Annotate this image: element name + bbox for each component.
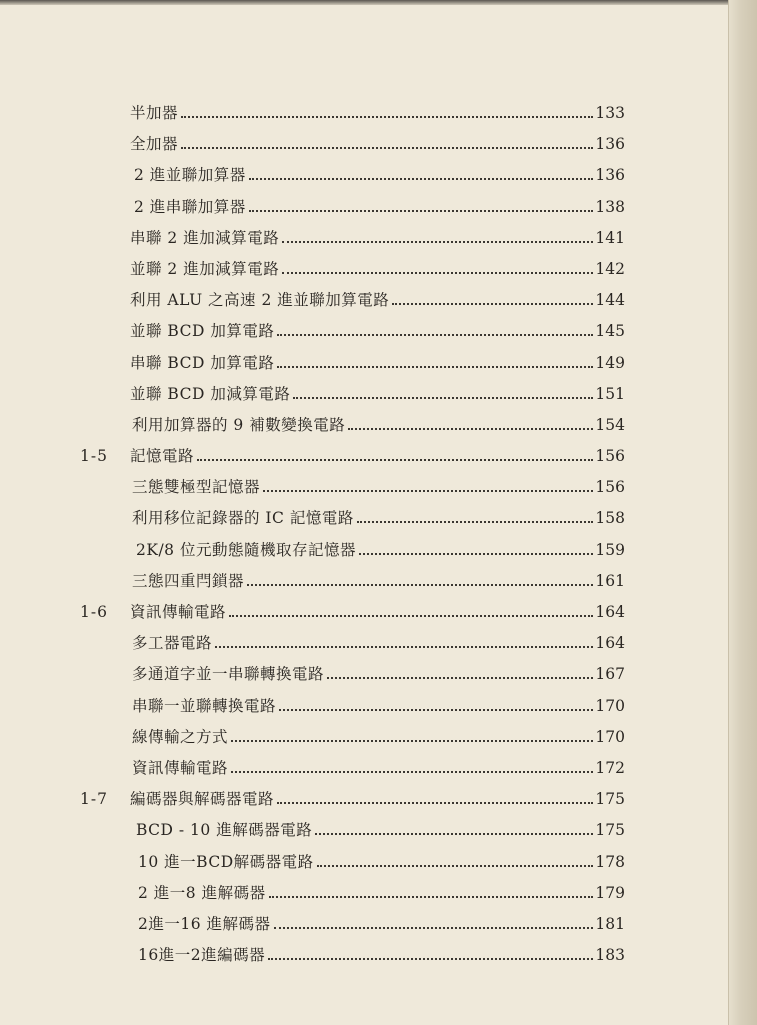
dot-leader: [277, 334, 593, 336]
dot-leader: [357, 521, 594, 523]
page-number: 172: [595, 758, 625, 777]
toc-entry[interactable]: [80, 538, 625, 569]
entry-title: 編碼器與解碼器電路: [130, 790, 275, 809]
page-number: 164: [595, 634, 625, 653]
page-number: 136: [595, 166, 625, 185]
page-number: 136: [595, 135, 625, 154]
page-number: 156: [595, 447, 625, 466]
dot-leader: [279, 709, 593, 711]
entry-title: 並聯 BCD 加減算電路: [130, 384, 291, 403]
page-number: 178: [595, 852, 625, 871]
toc-entry[interactable]: [80, 600, 625, 631]
entry-title: 並聯 BCD 加算電路: [130, 322, 275, 341]
entry-title: 並聯 2 進加減算電路: [130, 259, 280, 278]
entry-title: 2 進一8 進解碼器: [138, 883, 266, 902]
dot-leader: [317, 865, 594, 867]
page-number: 170: [595, 696, 625, 715]
toc-entry[interactable]: [80, 382, 625, 413]
section-number: 1-5: [80, 447, 108, 466]
entry-title: 三態雙極型記憶器: [132, 478, 261, 497]
toc-entry[interactable]: [80, 569, 625, 600]
entry-title: 記憶電路: [130, 447, 195, 466]
dot-leader: [247, 584, 593, 586]
toc-entry[interactable]: [80, 101, 625, 132]
entry-title: 2K/8 位元動態隨機取存記憶器: [136, 540, 356, 559]
entry-title: 10 進一BCD解碼器電路: [138, 852, 314, 871]
page-number: 156: [595, 478, 625, 497]
entry-title: 2 進並聯加算器: [134, 166, 246, 185]
page-gutter: [729, 0, 757, 1025]
entry-title: 串聯 BCD 加算電路: [130, 353, 275, 372]
dot-leader: [181, 116, 593, 118]
entry-title: 利用 ALU 之高速 2 進並聯加算電路: [130, 291, 390, 310]
page-number: 164: [595, 603, 625, 621]
entry-title: 串聯 2 進加減算電路: [130, 228, 280, 247]
toc-entry[interactable]: [80, 943, 625, 974]
dot-leader: [327, 677, 593, 679]
table-of-contents: [80, 101, 625, 974]
dot-leader: [229, 615, 593, 617]
page-number: 141: [595, 228, 625, 247]
dot-leader: [392, 303, 593, 305]
dot-leader: [197, 459, 593, 461]
toc-entry[interactable]: [80, 257, 625, 288]
toc-entry[interactable]: [80, 288, 625, 319]
toc-entry[interactable]: [80, 475, 625, 506]
dot-leader: [231, 740, 593, 742]
section-number: 1-6: [80, 603, 108, 621]
entry-title: 利用移位記錄器的 IC 記憶電路: [132, 509, 354, 528]
toc-entry[interactable]: [80, 444, 625, 475]
entry-title: 串聯一並聯轉換電路: [132, 696, 277, 715]
dot-leader: [282, 272, 593, 274]
page-number: 149: [595, 353, 625, 372]
page-number: 154: [595, 415, 625, 434]
dot-leader: [215, 646, 593, 648]
page-number: 151: [595, 384, 625, 403]
section-number: 1-7: [80, 790, 108, 809]
dot-leader: [348, 428, 593, 430]
entry-title: 半加器: [130, 104, 179, 122]
page-number: 144: [595, 291, 625, 310]
toc-entry[interactable]: [80, 351, 625, 382]
dot-leader: [269, 896, 594, 898]
page-number: 175: [595, 821, 625, 840]
toc-entry[interactable]: [80, 413, 625, 444]
entry-title: 線傳輸之方式: [132, 727, 229, 746]
entry-title: 三態四重閂鎖器: [132, 571, 245, 590]
entry-title: 利用加算器的 9 補數變換電路: [132, 415, 346, 434]
entry-title: 全加器: [130, 135, 179, 154]
page-number: 159: [595, 540, 625, 559]
toc-entry[interactable]: [80, 694, 625, 725]
toc-entry[interactable]: [80, 850, 625, 881]
toc-entry[interactable]: [80, 662, 625, 693]
toc-entry[interactable]: [80, 756, 625, 787]
page-number: 179: [595, 883, 625, 902]
page-number: 142: [595, 259, 625, 278]
entry-title: 多工器電路: [132, 634, 213, 653]
entry-title: 多通道字並一串聯轉換電路: [132, 665, 325, 684]
dot-leader: [231, 771, 593, 773]
dot-leader: [315, 833, 593, 835]
entry-title: 2進一16 進解碼器: [138, 914, 271, 933]
toc-entry[interactable]: [80, 506, 625, 537]
page-number: 167: [595, 665, 625, 684]
toc-entry[interactable]: [80, 818, 625, 849]
page-number: 181: [595, 914, 625, 933]
toc-entry[interactable]: [80, 912, 625, 943]
page-number: 170: [595, 727, 625, 746]
entry-title: 16進一2進編碼器: [138, 946, 266, 965]
page-number: 138: [595, 197, 625, 216]
toc-entry[interactable]: [80, 195, 625, 226]
scan-top-edge: [0, 0, 757, 5]
entry-title: BCD - 10 進解碼器電路: [136, 821, 313, 840]
toc-entry[interactable]: [80, 881, 625, 912]
dot-leader: [268, 958, 593, 960]
dot-leader: [359, 553, 593, 555]
dot-leader: [293, 397, 593, 399]
toc-entry[interactable]: [80, 725, 625, 756]
page-number: 133: [595, 104, 625, 122]
toc-entry[interactable]: [80, 787, 625, 818]
dot-leader: [249, 178, 594, 180]
toc-entry[interactable]: [80, 226, 625, 257]
dot-leader: [263, 490, 593, 492]
dot-leader: [274, 927, 594, 929]
dot-leader: [277, 802, 593, 804]
dot-leader: [282, 241, 593, 243]
dot-leader: [249, 210, 594, 212]
page-number: 158: [595, 509, 625, 528]
dot-leader: [277, 366, 593, 368]
entry-title: 資訊傳輸電路: [132, 758, 229, 777]
page-number: 145: [595, 322, 625, 341]
toc-entry[interactable]: [80, 319, 625, 350]
toc-entry[interactable]: [80, 631, 625, 662]
toc-entry[interactable]: [80, 132, 625, 163]
dot-leader: [181, 147, 593, 149]
page-number: 161: [595, 571, 625, 590]
entry-title: 資訊傳輸電路: [130, 603, 227, 621]
toc-entry[interactable]: [80, 163, 625, 194]
page-number: 175: [595, 790, 625, 809]
entry-title: 2 進串聯加算器: [134, 197, 246, 216]
page-number: 183: [595, 946, 625, 965]
